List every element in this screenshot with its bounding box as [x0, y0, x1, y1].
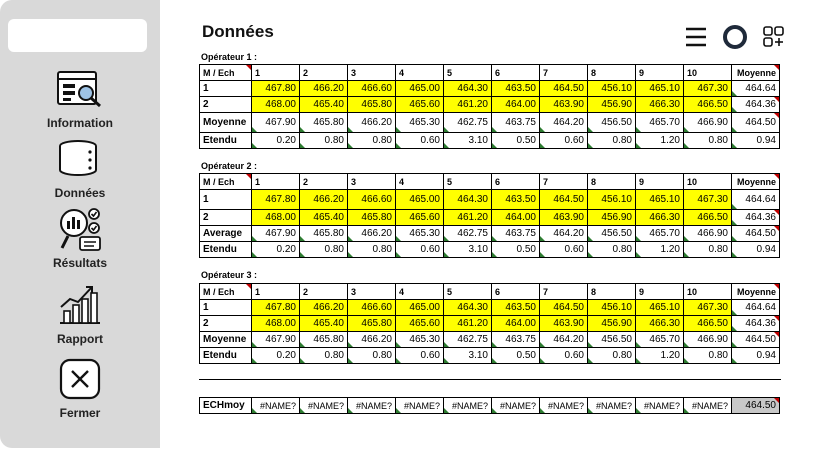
data-cell[interactable]: 468.00	[252, 210, 300, 226]
data-cell[interactable]: 466.60	[348, 81, 396, 97]
average-cell[interactable]: 464.64	[732, 81, 780, 97]
column-header[interactable]: 3	[348, 174, 396, 190]
column-header[interactable]: 1	[252, 65, 300, 81]
data-cell[interactable]: 0.80	[348, 133, 396, 149]
table-row	[200, 348, 780, 364]
data-cell[interactable]: 467.80	[252, 300, 300, 316]
data-cell[interactable]: #NAME?	[684, 398, 732, 414]
data-cell[interactable]: 0.60	[540, 242, 588, 258]
data-cell[interactable]: 0.50	[492, 133, 540, 149]
average-cell[interactable]: 464.64	[732, 190, 780, 210]
data-cell[interactable]: 465.00	[396, 81, 444, 97]
data-cell[interactable]: 0.60	[396, 348, 444, 364]
apps-add-icon[interactable]	[762, 25, 786, 54]
table-row	[200, 316, 780, 332]
data-cell[interactable]: 465.60	[396, 210, 444, 226]
average-cell[interactable]: 464.36	[732, 210, 780, 226]
column-header[interactable]: M / Ech	[200, 284, 252, 300]
data-cell[interactable]: 0.60	[396, 133, 444, 149]
data-cell[interactable]: 1.20	[636, 242, 684, 258]
column-header[interactable]: Moyenne	[732, 284, 780, 300]
data-cell[interactable]: 0.20	[252, 133, 300, 149]
data-cell[interactable]: 465.30	[396, 113, 444, 133]
data-cell[interactable]: 465.80	[348, 97, 396, 113]
data-cell[interactable]: 468.00	[252, 97, 300, 113]
data-cell[interactable]: 463.90	[540, 97, 588, 113]
data-cell[interactable]: 467.30	[684, 190, 732, 210]
row-label[interactable]: Moyenne	[200, 113, 252, 133]
data-cell[interactable]: 464.30	[444, 81, 492, 97]
column-header[interactable]: 10	[684, 174, 732, 190]
data-cell[interactable]: 0.80	[348, 242, 396, 258]
row-label[interactable]: Moyenne	[200, 332, 252, 348]
sidebar	[0, 0, 160, 448]
data-cell[interactable]: 468.00	[252, 316, 300, 332]
column-header[interactable]: 3	[348, 284, 396, 300]
column-header[interactable]: 8	[588, 174, 636, 190]
data-cell[interactable]: 467.80	[252, 190, 300, 210]
data-cell[interactable]: 465.70	[636, 226, 684, 242]
table-row	[200, 81, 780, 97]
data-cell[interactable]: 462.75	[444, 113, 492, 133]
data-cell[interactable]: 461.20	[444, 210, 492, 226]
table-row	[200, 133, 780, 149]
data-cell[interactable]: 462.75	[444, 332, 492, 348]
column-header[interactable]: 7	[540, 174, 588, 190]
table-row	[200, 210, 780, 226]
data-cell[interactable]: 464.00	[492, 97, 540, 113]
data-cell[interactable]: #NAME?	[252, 398, 300, 414]
column-header[interactable]: 10	[684, 284, 732, 300]
data-cell[interactable]: 467.90	[252, 226, 300, 242]
data-cell[interactable]: 466.90	[684, 332, 732, 348]
data-cell[interactable]: 465.70	[636, 332, 684, 348]
column-header[interactable]: Moyenne	[732, 174, 780, 190]
data-cell[interactable]: 0.80	[684, 242, 732, 258]
column-header[interactable]: 6	[492, 174, 540, 190]
column-header[interactable]: 7	[540, 65, 588, 81]
divider	[199, 379, 781, 380]
header-row	[200, 65, 780, 81]
average-cell[interactable]: 464.50	[732, 332, 780, 348]
data-cell[interactable]: 464.50	[540, 81, 588, 97]
data-cell[interactable]: 466.30	[636, 97, 684, 113]
data-cell[interactable]: 465.40	[300, 97, 348, 113]
data-cell[interactable]: 464.20	[540, 226, 588, 242]
data-cell[interactable]: 465.00	[396, 190, 444, 210]
row-label[interactable]: Etendu	[200, 348, 252, 364]
data-cell[interactable]: 466.20	[300, 81, 348, 97]
data-cell[interactable]: 465.80	[300, 113, 348, 133]
data-cell[interactable]: 456.90	[588, 97, 636, 113]
document-search-icon	[56, 66, 104, 112]
nav-information[interactable]	[0, 66, 160, 130]
column-header[interactable]: 8	[588, 65, 636, 81]
data-cell[interactable]: 456.10	[588, 81, 636, 97]
data-cell[interactable]: #NAME?	[300, 398, 348, 414]
data-cell[interactable]: 0.80	[684, 133, 732, 149]
row-label[interactable]: 1	[200, 81, 252, 97]
column-header[interactable]: 9	[636, 65, 684, 81]
nav-rapport-label: Rapport	[57, 332, 103, 346]
operator-2-label: Opérateur 2 :	[201, 161, 258, 171]
row-label[interactable]: 2	[200, 97, 252, 113]
data-cell[interactable]: 462.75	[444, 226, 492, 242]
data-cell[interactable]: 464.30	[444, 190, 492, 210]
data-cell[interactable]: 464.30	[444, 300, 492, 316]
data-cell[interactable]: #NAME?	[444, 398, 492, 414]
data-cell[interactable]: 465.60	[396, 97, 444, 113]
data-cell[interactable]: 466.50	[684, 316, 732, 332]
average-cell[interactable]: 464.50	[732, 113, 780, 133]
table-row	[200, 332, 780, 348]
data-cell[interactable]: #NAME?	[540, 398, 588, 414]
page-title: Données	[202, 22, 274, 41]
data-cell[interactable]: 3.10	[444, 242, 492, 258]
column-header[interactable]: 4	[396, 284, 444, 300]
row-label[interactable]: ECHmoy	[200, 398, 252, 414]
data-cell[interactable]: 3.10	[444, 348, 492, 364]
data-cell[interactable]: 463.75	[492, 113, 540, 133]
data-cell[interactable]: 466.60	[348, 190, 396, 210]
data-cell[interactable]: 463.50	[492, 81, 540, 97]
data-cell[interactable]: 467.30	[684, 81, 732, 97]
close-icon	[56, 356, 104, 402]
main-content	[160, 0, 831, 452]
column-header[interactable]: 5	[444, 284, 492, 300]
nav-donnees-label: Données	[54, 186, 106, 200]
data-cell[interactable]: 466.20	[348, 226, 396, 242]
ring-icon[interactable]	[722, 24, 748, 55]
header-icons	[684, 24, 786, 55]
data-cell[interactable]: 0.80	[588, 133, 636, 149]
column-header[interactable]: 3	[348, 65, 396, 81]
data-cell[interactable]: 466.50	[684, 97, 732, 113]
column-header[interactable]: 4	[396, 65, 444, 81]
data-cell[interactable]: 463.50	[492, 300, 540, 316]
table-row	[200, 97, 780, 113]
nav-information-label: Information	[47, 116, 113, 130]
column-header[interactable]: M / Ech	[200, 174, 252, 190]
column-header[interactable]: 10	[684, 65, 732, 81]
ech-moy-table	[199, 397, 780, 414]
row-label[interactable]: 2	[200, 316, 252, 332]
nav-donnees[interactable]	[0, 136, 160, 200]
average-cell[interactable]: 0.94	[732, 133, 780, 149]
column-header[interactable]: 2	[300, 284, 348, 300]
data-cell[interactable]: 464.20	[540, 113, 588, 133]
data-cell[interactable]: 464.00	[492, 316, 540, 332]
column-header[interactable]: 6	[492, 65, 540, 81]
data-cell[interactable]: 0.20	[252, 242, 300, 258]
average-cell[interactable]: 0.94	[732, 242, 780, 258]
data-cell[interactable]: 463.50	[492, 190, 540, 210]
data-cell[interactable]: 463.75	[492, 332, 540, 348]
column-header[interactable]: 5	[444, 65, 492, 81]
data-cell[interactable]: 0.80	[588, 348, 636, 364]
data-cell[interactable]: 0.80	[588, 242, 636, 258]
data-cell[interactable]: #NAME?	[396, 398, 444, 414]
data-cell[interactable]: 3.10	[444, 133, 492, 149]
data-cell[interactable]: 465.00	[396, 300, 444, 316]
data-cell[interactable]: 0.50	[492, 348, 540, 364]
data-cell[interactable]: 465.40	[300, 210, 348, 226]
data-cell[interactable]: 0.50	[492, 242, 540, 258]
data-cell[interactable]: 465.30	[396, 226, 444, 242]
data-cell[interactable]: 465.10	[636, 81, 684, 97]
data-cell[interactable]: 463.90	[540, 210, 588, 226]
column-header[interactable]: 9	[636, 174, 684, 190]
table-row	[200, 190, 780, 210]
data-cell[interactable]: 466.30	[636, 210, 684, 226]
data-cell[interactable]: 0.80	[300, 242, 348, 258]
operator-3-label: Opérateur 3 :	[201, 270, 258, 280]
column-header[interactable]: 2	[300, 174, 348, 190]
data-cell[interactable]: 1.20	[636, 348, 684, 364]
column-header[interactable]: 1	[252, 174, 300, 190]
data-cell[interactable]: 0.60	[540, 133, 588, 149]
data-cell[interactable]: 467.90	[252, 332, 300, 348]
data-cell[interactable]: 466.20	[300, 300, 348, 316]
data-cell[interactable]: 465.10	[636, 300, 684, 316]
average-cell[interactable]: 464.50	[732, 398, 780, 414]
data-cell[interactable]: 456.50	[588, 226, 636, 242]
data-cell[interactable]: 466.50	[684, 210, 732, 226]
ech-row	[200, 398, 780, 414]
data-cell[interactable]: 465.80	[348, 316, 396, 332]
data-cell[interactable]: 465.10	[636, 190, 684, 210]
row-label[interactable]: 2	[200, 210, 252, 226]
average-cell[interactable]: 464.36	[732, 97, 780, 113]
row-label[interactable]: 1	[200, 190, 252, 210]
average-cell[interactable]: 0.94	[732, 348, 780, 364]
column-header[interactable]: 8	[588, 284, 636, 300]
data-cell[interactable]: #NAME?	[588, 398, 636, 414]
data-cell[interactable]: 461.20	[444, 97, 492, 113]
data-cell[interactable]: 463.75	[492, 226, 540, 242]
data-cell[interactable]: 466.30	[636, 316, 684, 332]
data-cell[interactable]: 467.30	[684, 300, 732, 316]
analytics-icon	[56, 206, 104, 252]
data-cell[interactable]: 466.20	[348, 332, 396, 348]
table-row	[200, 300, 780, 316]
data-cell[interactable]: #NAME?	[492, 398, 540, 414]
data-cell[interactable]: 0.80	[348, 348, 396, 364]
data-cell[interactable]: 464.00	[492, 210, 540, 226]
data-cell[interactable]: 464.50	[540, 190, 588, 210]
data-cell[interactable]: 456.90	[588, 316, 636, 332]
nav-rapport[interactable]	[0, 282, 160, 346]
data-cell[interactable]: 465.30	[396, 332, 444, 348]
data-cell[interactable]: 465.80	[348, 210, 396, 226]
data-cell[interactable]: 456.10	[588, 300, 636, 316]
data-cell[interactable]: 465.60	[396, 316, 444, 332]
data-cell[interactable]: 465.40	[300, 316, 348, 332]
average-cell[interactable]: 464.50	[732, 226, 780, 242]
sidebar-search-box[interactable]	[8, 19, 147, 52]
data-cell[interactable]: 461.20	[444, 316, 492, 332]
header-row	[200, 284, 780, 300]
growth-chart-icon	[56, 282, 104, 328]
table-row	[200, 226, 780, 242]
column-header[interactable]: 2	[300, 65, 348, 81]
column-header[interactable]: 4	[396, 174, 444, 190]
database-icon	[56, 136, 104, 182]
data-cell[interactable]: 456.10	[588, 190, 636, 210]
data-cell[interactable]: 466.90	[684, 226, 732, 242]
nav-fermer-label: Fermer	[59, 406, 101, 420]
hamburger-icon[interactable]	[684, 25, 708, 54]
row-label[interactable]: Average	[200, 226, 252, 242]
nav-resultats-label: Résultats	[52, 256, 108, 270]
operator-2-table	[199, 173, 780, 258]
data-cell[interactable]: 0.60	[396, 242, 444, 258]
data-cell[interactable]: 0.80	[300, 133, 348, 149]
operator-1-table	[199, 64, 780, 149]
column-header[interactable]: M / Ech	[200, 65, 252, 81]
row-label[interactable]: Etendu	[200, 242, 252, 258]
row-label[interactable]: Etendu	[200, 133, 252, 149]
data-cell[interactable]: #NAME?	[348, 398, 396, 414]
data-cell[interactable]: 456.90	[588, 210, 636, 226]
data-cell[interactable]: 466.20	[348, 113, 396, 133]
data-cell[interactable]: 465.80	[300, 332, 348, 348]
nav-resultats[interactable]	[0, 206, 160, 270]
data-cell[interactable]: 464.20	[540, 332, 588, 348]
column-header[interactable]: 9	[636, 284, 684, 300]
row-label[interactable]: 1	[200, 300, 252, 316]
table-row	[200, 113, 780, 133]
data-cell[interactable]: 1.20	[636, 133, 684, 149]
data-cell[interactable]: 0.80	[300, 348, 348, 364]
header-row	[200, 174, 780, 190]
data-cell[interactable]: 456.50	[588, 332, 636, 348]
data-cell[interactable]: 466.20	[300, 190, 348, 210]
table-row	[200, 242, 780, 258]
data-cell[interactable]: 465.80	[300, 226, 348, 242]
average-cell[interactable]: 464.64	[732, 300, 780, 316]
data-cell[interactable]: 0.20	[252, 348, 300, 364]
operator-3-table	[199, 283, 780, 364]
data-cell[interactable]: 465.70	[636, 113, 684, 133]
operator-1-label: Opérateur 1 :	[201, 52, 258, 62]
column-header[interactable]: Moyenne	[732, 65, 780, 81]
nav-fermer[interactable]	[0, 356, 160, 420]
data-cell[interactable]: 466.60	[348, 300, 396, 316]
data-cell[interactable]: #NAME?	[636, 398, 684, 414]
column-header[interactable]: 5	[444, 174, 492, 190]
data-cell[interactable]: 466.90	[684, 113, 732, 133]
data-cell[interactable]: 467.90	[252, 113, 300, 133]
data-cell[interactable]: 0.80	[684, 348, 732, 364]
data-cell[interactable]: 0.60	[540, 348, 588, 364]
column-header[interactable]: 7	[540, 284, 588, 300]
data-cell[interactable]: 463.90	[540, 316, 588, 332]
data-cell[interactable]: 464.50	[540, 300, 588, 316]
average-cell[interactable]: 464.36	[732, 316, 780, 332]
column-header[interactable]: 6	[492, 284, 540, 300]
column-header[interactable]: 1	[252, 284, 300, 300]
data-cell[interactable]: 467.80	[252, 81, 300, 97]
data-cell[interactable]: 456.50	[588, 113, 636, 133]
